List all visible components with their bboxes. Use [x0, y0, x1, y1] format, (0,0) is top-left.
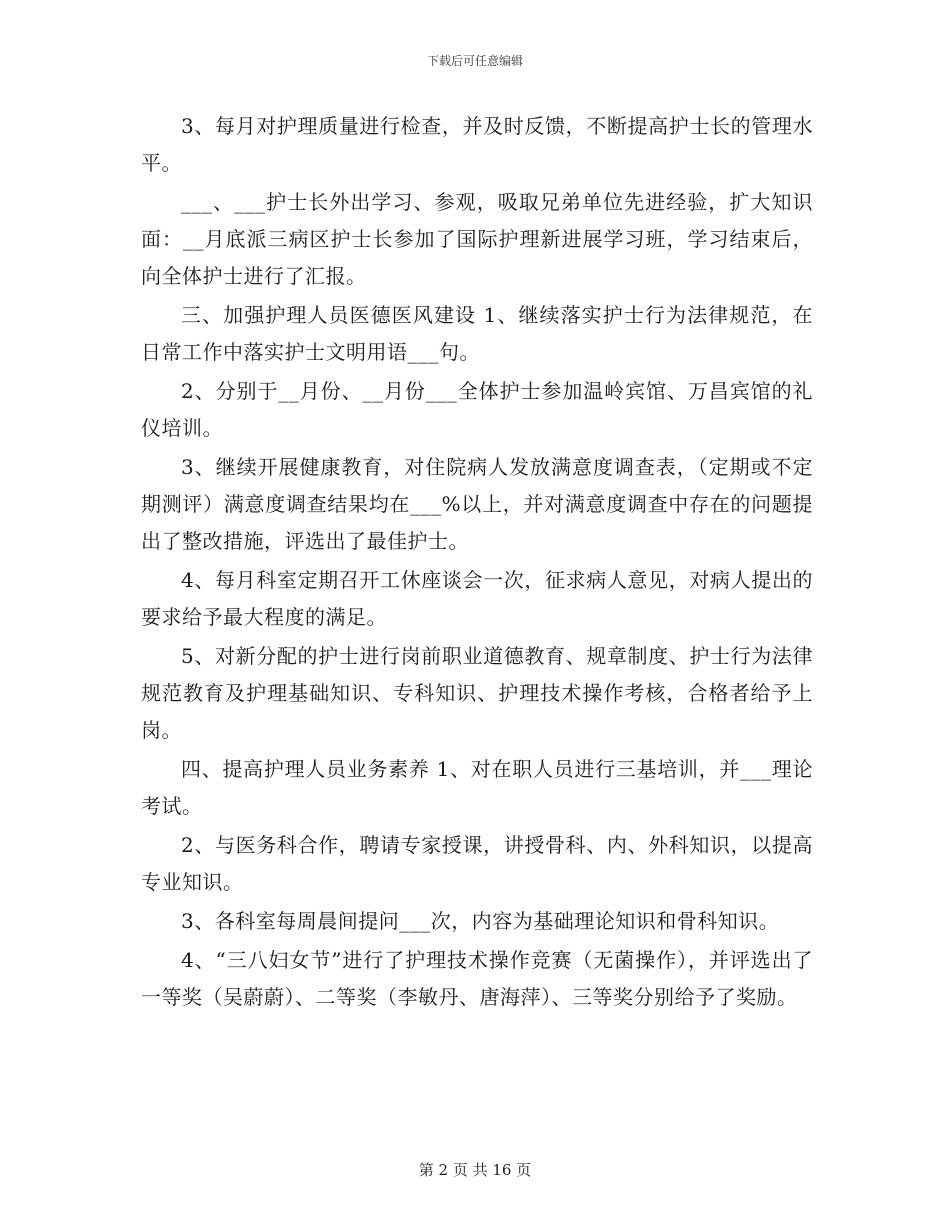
paragraph: 2、分别于__月份、__月份___全体护士参加温岭宾馆、万昌宾馆的礼仪培训。: [141, 379, 813, 440]
paragraph: 3、各科室每周晨间提问___次，内容为基础理论知识和骨科知识。: [181, 909, 780, 933]
paragraph: 3、每月对护理质量进行检查，并及时反馈，不断提高护士长的管理水平。: [141, 114, 813, 175]
paragraph: 四、提高护理人员业务素养 1、对在职人员进行三基培训，并___理论考试。: [141, 757, 813, 818]
paragraph: 5、对新分配的护士进行岗前职业道德教育、规章制度、护士行为法律规范教育及护理基础知识、专科知识、护理技术操作考核，合格者给予上岗。: [141, 644, 813, 742]
page-header-note: 下载后可任意编辑: [426, 54, 523, 68]
paragraph: ___、___护士长外出学习、参观，吸取兄弟单位先进经验，扩大知识面：__月底派三病区护士长参加了国际护理新进展学习班，学习结束后，向全体护士进行了汇报。: [141, 190, 813, 288]
page-footer: 第 2 页 共 16 页: [418, 1161, 532, 1179]
paragraph: 2、与医务科合作，聘请专家授课，讲授骨科、内、外科知识，以提高专业知识。: [141, 833, 813, 894]
paragraph: 三、加强护理人员医德医风建设 1、继续落实护士行为法律规范，在日常工作中落实护士文明用语___句。: [141, 303, 813, 364]
document-body: [141, 108, 813, 1018]
paragraph: 3、继续开展健康教育，对住院病人发放满意度调查表，（定期或不定期测评）满意度调查结果均在___%以上，并对满意度调查中存在的问题提出了整改措施，评选出了最佳护士。: [141, 455, 813, 553]
paragraph: 4、“三八妇女节”进行了护理技术操作竞赛（无菌操作），并评选出了一等奖（吴蔚蔚）、二等奖（李敏丹、唐海萍）、三等奖分别给予了奖励。: [141, 948, 813, 1009]
paragraph: 4、每月科室定期召开工休座谈会一次，征求病人意见，对病人提出的要求给予最大程度的满足。: [141, 568, 813, 629]
